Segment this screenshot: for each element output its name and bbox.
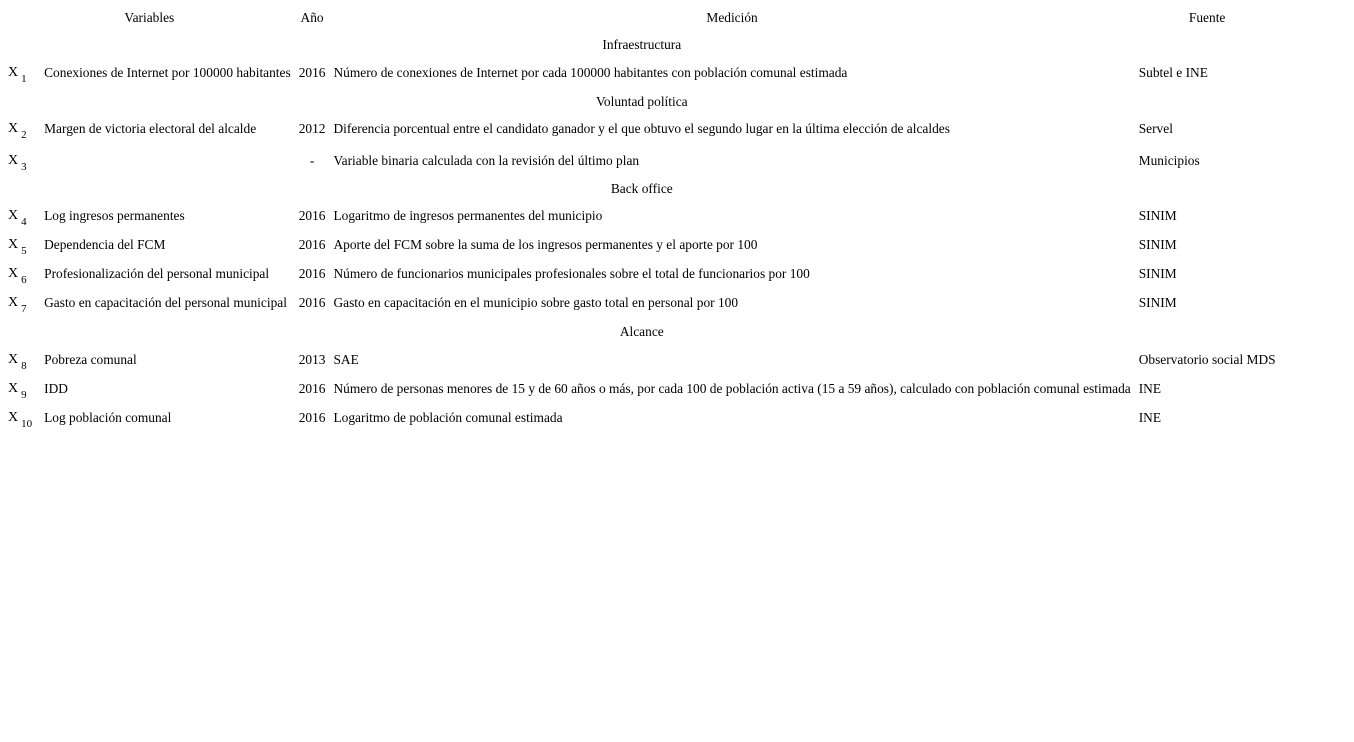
variable-symbol — [4, 202, 40, 231]
table-row — [4, 115, 1280, 144]
variable-year: - — [309, 153, 315, 169]
variable-name: IDD — [44, 380, 68, 396]
header-measure: Medición — [706, 10, 758, 25]
symbol-subscript: 5 — [21, 245, 27, 257]
variable-symbol — [4, 404, 40, 433]
variable-source: SINIM — [1138, 295, 1177, 311]
variable-source: Municipios — [1138, 153, 1200, 169]
symbol-letter: X — [8, 64, 19, 80]
variable-source: SINIM — [1138, 266, 1177, 282]
variable-year: 2016 — [298, 207, 326, 223]
symbol-subscript: 9 — [21, 388, 27, 401]
variable-measure: Gasto en capacitación en el municipio sobre gasto total en personal por 100 — [333, 295, 739, 311]
symbol-letter: X — [8, 207, 19, 223]
symbol-letter: X — [8, 153, 19, 169]
variable-name: Gasto en capacitación del personal municipal — [44, 295, 287, 311]
symbol-subscript: 1 — [21, 72, 27, 85]
table-row — [4, 202, 1280, 231]
variable-source: SINIM — [1138, 237, 1177, 252]
section-title: Infraestructura — [602, 37, 682, 53]
variable-name: Conexiones de Internet por 100000 habitantes — [44, 64, 291, 80]
variable-measure: SAE — [333, 351, 359, 367]
variable-symbol — [4, 346, 40, 375]
symbol-subscript: 8 — [21, 359, 27, 372]
variable-year: 2016 — [298, 380, 326, 396]
symbol-subscript: 4 — [21, 215, 27, 228]
variable-year: 2016 — [298, 266, 326, 282]
symbol-subscript: 3 — [21, 161, 27, 174]
header-year: Año — [300, 10, 324, 25]
table-row — [4, 289, 1280, 318]
symbol-letter: X — [8, 237, 19, 252]
symbol-letter: X — [8, 121, 19, 137]
variable-year: 2016 — [298, 295, 326, 311]
variables-table — [4, 6, 1280, 433]
section-title: Voluntad política — [595, 93, 688, 109]
variable-symbol — [4, 59, 40, 88]
table-row — [4, 346, 1280, 375]
variable-name: Profesionalización del personal municipal — [44, 266, 270, 282]
variable-measure: Diferencia porcentual entre el candidato ganador y el que obtuvo el segundo lugar en la última elección de alcaldes — [333, 121, 950, 137]
variable-year: 2013 — [298, 351, 326, 367]
section-row — [4, 318, 1280, 345]
variable-measure: Número de conexiones de Internet por cada 100000 habitantes con población comunal estimada — [333, 64, 848, 80]
header-variables: Variables — [124, 10, 175, 25]
section-row — [4, 31, 1280, 58]
symbol-letter: X — [8, 266, 19, 282]
variable-measure: Logaritmo de ingresos permanentes del municipio — [333, 207, 603, 223]
symbol-letter: X — [8, 409, 19, 425]
variable-year: 2016 — [298, 64, 326, 80]
section-title: Back office — [610, 180, 673, 196]
variable-source: Subtel e INE — [1138, 64, 1208, 80]
table-row — [4, 375, 1280, 404]
variable-year: 2012 — [298, 121, 326, 137]
variable-name: Log ingresos permanentes — [44, 207, 185, 223]
table-row — [4, 404, 1280, 433]
section-row — [4, 88, 1280, 115]
variable-source: INE — [1138, 380, 1162, 396]
symbol-subscript: 2 — [21, 129, 27, 142]
variable-measure: Número de personas menores de 15 y de 60 años o más, por cada 100 de población activa (15 a 59 años), calculado con población comunal estimada — [333, 380, 1131, 396]
variable-symbol — [4, 231, 40, 260]
variable-symbol — [4, 375, 40, 404]
header-source: Fuente — [1188, 10, 1226, 25]
symbol-subscript: 7 — [21, 303, 27, 316]
header-row — [4, 6, 1280, 31]
variable-measure: Logaritmo de población comunal estimada — [333, 409, 563, 425]
symbol-letter: X — [8, 380, 19, 396]
table-row — [4, 231, 1280, 260]
variable-source: SINIM — [1138, 207, 1177, 223]
variable-name: Margen de victoria electoral del alcalde — [44, 121, 257, 137]
symbol-letter: X — [8, 295, 19, 311]
variable-name: Dependencia del FCM — [44, 237, 166, 252]
section-row — [4, 175, 1280, 202]
variable-source: Servel — [1138, 121, 1173, 137]
symbol-letter: X — [8, 351, 19, 367]
variable-measure: Número de funcionarios municipales profesionales sobre el total de funcionarios por 100 — [333, 266, 810, 282]
table-row — [4, 260, 1280, 289]
variable-symbol — [4, 115, 40, 144]
table-row — [4, 144, 1280, 174]
variable-year: 2016 — [298, 237, 326, 252]
variable-year: 2016 — [298, 409, 326, 425]
variable-symbol — [4, 289, 40, 318]
variable-name: Pobreza comunal — [44, 351, 137, 367]
table-row — [4, 59, 1280, 88]
variable-source: Observatorio social MDS — [1138, 351, 1276, 367]
symbol-subscript: 10 — [21, 417, 33, 430]
variable-name: Log población comunal — [44, 409, 172, 425]
section-title: Alcance — [619, 324, 664, 340]
variable-symbol — [4, 260, 40, 289]
variable-name — [40, 144, 295, 174]
symbol-subscript: 6 — [21, 274, 27, 287]
table-body — [4, 31, 1280, 433]
variable-symbol — [4, 144, 40, 174]
variable-measure: Aporte del FCM sobre la suma de los ingresos permanentes y el aporte por 100 — [333, 237, 758, 252]
variable-source: INE — [1138, 409, 1162, 425]
variable-measure: Variable binaria calculada con la revisión del último plan — [333, 153, 640, 169]
